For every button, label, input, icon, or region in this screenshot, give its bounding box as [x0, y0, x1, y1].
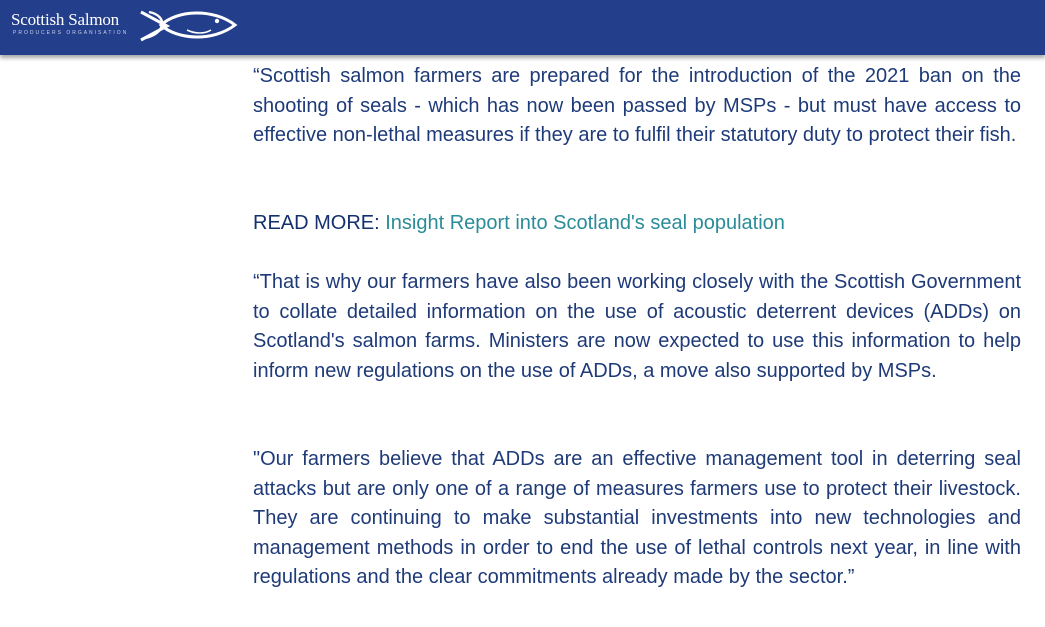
site-header	[0, 0, 1045, 55]
logo-subtitle: PRODUCERS ORGANISATION	[13, 30, 129, 36]
fish-icon	[139, 8, 239, 42]
article-paragraph: "Our farmers believe that ADDs are an effective management tool in deterring seal attacks but are only one of a range of measures farmers use to protect their livestock. They are continuing to make substantial investments into new technologies and management methods in order to end the use of lethal controls next year, in line with regulations and the clear commitments already made by the sector.”	[253, 448, 1021, 588]
article-paragraph: “Scottish salmon farmers are prepared for the introduction of the 2021 ban on the shooting of seals - which has now been passed by MSPs - but must have access to effective non-lethal measures if they are to fulfil their statutory duty to protect their fish.	[253, 65, 1021, 146]
read-more	[253, 209, 1021, 239]
read-more-label: READ MORE:	[253, 212, 380, 234]
logo-name: Scottish Salmon	[11, 10, 119, 29]
read-more-link[interactable]: Insight Report into Scotland's seal population	[385, 212, 785, 234]
article-paragraph: “That is why our farmers have also been working closely with the Scottish Government to collate detailed information on the use of acoustic deterrent devices (ADDs) on Scotland's salmon farms. Ministers are now expected to use this information to help inform new regulations on the use of ADDs, a move also supported by MSPs.	[253, 271, 1021, 382]
